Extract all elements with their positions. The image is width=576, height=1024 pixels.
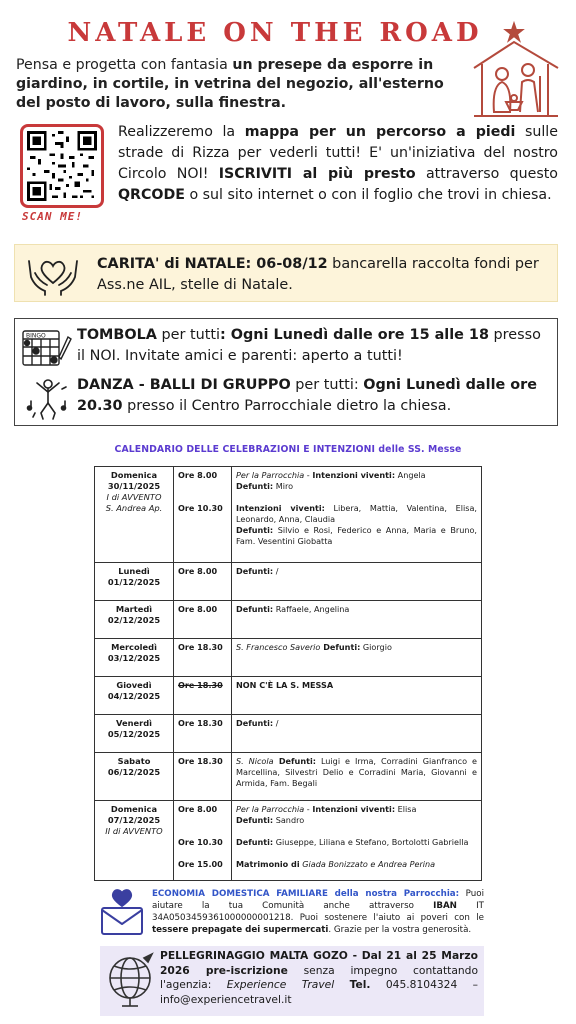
day-date: 02/12/2025 xyxy=(107,615,161,625)
intention-label: Defunti: xyxy=(236,566,274,576)
day-date: 03/12/2025 xyxy=(107,653,161,663)
table-row xyxy=(95,753,482,801)
hour: Ore 15.00 xyxy=(178,859,223,869)
day-name: Lunedì xyxy=(118,566,150,576)
intention-note: Per la Parrocchia xyxy=(236,470,305,480)
pellegrinaggio-text xyxy=(160,949,478,1007)
economia-paragraph xyxy=(152,888,484,936)
hour-cell xyxy=(174,677,232,715)
day-cell xyxy=(95,677,174,715)
intention-text: Giorgio xyxy=(360,642,392,652)
day-date: 04/12/2025 xyxy=(107,691,161,701)
table-row xyxy=(95,677,482,715)
intention-label: Defunti: xyxy=(236,718,274,728)
calendar-title: CALENDARIO DELLE CELEBRAZIONI E INTENZIONI delle SS. Messe xyxy=(114,444,462,455)
day-name: Domenica xyxy=(110,470,158,480)
intention-label: Intenzioni viventi: xyxy=(236,503,325,513)
bingo-card-icon xyxy=(21,325,73,369)
map-text: sulle strade di Rizza per vederli tutti! E' un'iniziativa del nostro Circolo NOI! xyxy=(118,124,558,182)
map-highlight: QRCODE xyxy=(118,187,185,203)
day-cell xyxy=(95,753,174,801)
day-note: I di AVVENTO xyxy=(106,492,162,502)
intention-label: Intenzioni viventi: xyxy=(312,804,396,814)
tombola-text-part: presso il NOI. Invitate amici e parenti: aperto a tutti! xyxy=(77,327,541,364)
intention-label: Defunti: xyxy=(236,815,274,825)
intention-text: Silvio e Rosi, Federico e Anna, Maria e Bruno, Fam. Vesentini Giobatta xyxy=(236,525,477,546)
hour: Ore 8.00 xyxy=(178,470,218,480)
hour: Ore 8.00 xyxy=(178,566,218,576)
carita-description: bancarella raccolta fondi per Ass.ne AIL, stelle di Natale. xyxy=(97,256,539,293)
intro-highlight: un presepe da esporre in giardino, in cortile, in vetrina del negozio, all'esterno del posto di lavoro, sulla finestra. xyxy=(16,57,444,111)
table-row xyxy=(95,467,482,563)
table-row xyxy=(95,601,482,639)
intention-text: Raffaele, Angelina xyxy=(273,604,350,614)
intention-text: Giuseppe, Liliana e Stefano, Bortolotti Gabriella xyxy=(273,837,469,847)
day-name: Venerdì xyxy=(115,718,152,728)
hands-heart-icon xyxy=(25,253,81,297)
danza-text-part: per tutti: xyxy=(290,377,364,393)
iban-value: IT 34A0503459361000000001218. Puoi sostenere l'aiuto ai poveri con le xyxy=(152,901,484,923)
danza-title: DANZA - BALLI DI GRUPPO xyxy=(77,377,291,393)
map-text: o sul sito internet o con il foglio che trovi in chiesa. xyxy=(184,187,552,203)
intention-text: / xyxy=(273,718,279,728)
intention-note: S. Nicola xyxy=(236,756,274,766)
events-box xyxy=(14,318,558,426)
hour-cell xyxy=(174,753,232,801)
hour: Ore 18.30 xyxy=(178,642,223,652)
intention-label: Intenzioni viventi: xyxy=(312,470,396,480)
intention-note: Per la Parrocchia xyxy=(236,804,305,814)
pellegrinaggio-title: PELLEGRINAGGIO MALTA GOZO - Dal 21 al 25 Marzo 2026 pre-iscrizione xyxy=(160,949,478,977)
intention-label: Defunti: xyxy=(236,525,274,535)
map-highlight: mappa per un percorso a piedi xyxy=(244,124,516,140)
intro-text: Pensa e progetta con fantasia xyxy=(16,57,233,73)
economia-text: Puoi aiutare la tua Comunità anche attraverso xyxy=(152,889,484,911)
danza-text-part: presso il Centro Parrocchiale dietro la chiesa. xyxy=(122,398,452,414)
hour-cancelled: Ore 18.30 xyxy=(178,680,223,690)
day-date: 05/12/2025 xyxy=(107,729,161,739)
intention-cell xyxy=(232,715,482,753)
intention-text: Sandro xyxy=(273,815,305,825)
dancer-icon xyxy=(25,377,71,421)
intention-sep: - xyxy=(304,470,313,480)
intention-cell xyxy=(232,563,482,601)
day-cell xyxy=(95,801,174,881)
qr-code[interactable] xyxy=(20,124,104,208)
day-note: S. Andrea Ap. xyxy=(105,503,163,513)
day-name: Giovedì xyxy=(116,680,152,690)
agency-name: Experience Travel xyxy=(226,978,335,991)
hour: Ore 18.30 xyxy=(178,718,223,728)
intention-note: S. Francesco Saverio xyxy=(236,642,321,652)
hour-cell xyxy=(174,801,232,881)
intention-cell xyxy=(232,467,482,563)
day-cell xyxy=(95,563,174,601)
day-cell xyxy=(95,601,174,639)
intention-text: Libera, Mattia, Valentina, Elisa, Leonardo, Anna, Claudia xyxy=(236,503,477,524)
economia-title: ECONOMIA DOMESTICA FAMILIARE della nostra Parrocchia: xyxy=(152,889,460,899)
hour-cell xyxy=(174,715,232,753)
carita-box xyxy=(14,244,558,302)
intention-text: Giada Bonizzato e Andrea Perina xyxy=(299,859,436,869)
table-row xyxy=(95,563,482,601)
hour: Ore 10.30 xyxy=(178,837,223,847)
day-name: Sabato xyxy=(117,756,151,766)
day-name: Mercoledì xyxy=(111,642,157,652)
day-date: 30/11/2025 xyxy=(107,481,161,491)
pellegrinaggio-space xyxy=(334,978,349,991)
intention-text: Elisa xyxy=(395,804,417,814)
day-cell xyxy=(95,715,174,753)
day-name: Martedì xyxy=(115,604,153,614)
carita-text xyxy=(97,254,547,296)
carita-title: CARITA' di NATALE: 06-08/12 xyxy=(97,256,328,272)
map-text: Realizzeremo la xyxy=(118,124,245,140)
tel-label: Tel. xyxy=(349,978,371,991)
economia-text: . Grazie per la vostra generosità. xyxy=(328,925,472,935)
day-date: 07/12/2025 xyxy=(107,815,161,825)
hour-cell xyxy=(174,639,232,677)
globe-travel-icon xyxy=(106,952,156,1008)
bingo-label: BINGO xyxy=(26,332,46,340)
intention-text: / xyxy=(273,566,279,576)
tombola-text-part: per tutti xyxy=(156,327,220,343)
tombola-schedule: : Ogni Lunedì dalle ore 15 alle 18 xyxy=(220,327,489,343)
table-row xyxy=(95,801,482,881)
intention-cell xyxy=(232,601,482,639)
contact-info[interactable]: 045.8104324 – info@experiencetravel.it xyxy=(160,978,479,1006)
qr-code-image xyxy=(27,131,97,201)
economia-highlight: tessere prepagate dei supermercati xyxy=(152,925,329,935)
intention-cell xyxy=(232,677,482,715)
intention-text: Luigi e Irma, Corradini Gianfranco e Marcellina, Silvestri Delio e Corradini Maria, Giovanni e Armida, Fam. Begali xyxy=(236,756,478,788)
intention-label: Defunti: xyxy=(236,837,274,847)
intention-label: Defunti: xyxy=(236,604,274,614)
day-name: Domenica xyxy=(110,804,158,814)
intention-label: Defunti: xyxy=(273,756,316,766)
hour: Ore 18.30 xyxy=(178,756,223,766)
hour: Ore 8.00 xyxy=(178,804,218,814)
pellegrinaggio-description: senza impegno contattando l'agenzia: xyxy=(160,963,479,991)
page-title: NATALE ON THE ROAD xyxy=(67,18,483,48)
day-cell xyxy=(95,639,174,677)
table-row xyxy=(95,715,482,753)
tombola-text xyxy=(77,325,552,367)
map-highlight: ISCRIVITI al più presto xyxy=(218,166,416,182)
hour: Ore 10.30 xyxy=(178,503,223,513)
intention-label: Matrimonio di xyxy=(236,859,300,869)
hour-cell xyxy=(174,563,232,601)
danza-schedule: Ogni Lunedì dalle ore 20.30 xyxy=(77,377,538,414)
pellegrinaggio-box xyxy=(100,946,484,1016)
hour: Ore 8.00 xyxy=(178,604,218,614)
tombola-title: TOMBOLA xyxy=(77,327,157,343)
day-date: 06/12/2025 xyxy=(107,767,161,777)
table-row xyxy=(95,639,482,677)
map-text: attraverso questo xyxy=(415,166,558,182)
intention-text: Angela xyxy=(395,470,426,480)
envelope-heart-icon xyxy=(98,888,146,938)
nativity-icon xyxy=(470,20,562,120)
intention-sep: - xyxy=(304,804,313,814)
danza-text xyxy=(77,375,552,417)
intention-label: Defunti: xyxy=(236,481,274,491)
intention-cell xyxy=(232,801,482,881)
hour-cell xyxy=(174,467,232,563)
intention-cell xyxy=(232,639,482,677)
iban-label: IBAN xyxy=(433,901,457,911)
scan-me-label: SCAN ME! xyxy=(22,210,83,223)
map-paragraph xyxy=(118,122,558,206)
intro-paragraph xyxy=(16,56,466,113)
intention-label: Defunti: xyxy=(320,642,361,652)
calendar-table xyxy=(94,466,482,881)
intention-cell xyxy=(232,753,482,801)
cancelled-notice: NON C'È LA S. MESSA xyxy=(236,680,334,690)
day-date: 01/12/2025 xyxy=(107,577,161,587)
day-note: II di AVVENTO xyxy=(105,826,163,836)
hour-cell xyxy=(174,601,232,639)
day-cell xyxy=(95,467,174,563)
intention-text: Miro xyxy=(273,481,294,491)
